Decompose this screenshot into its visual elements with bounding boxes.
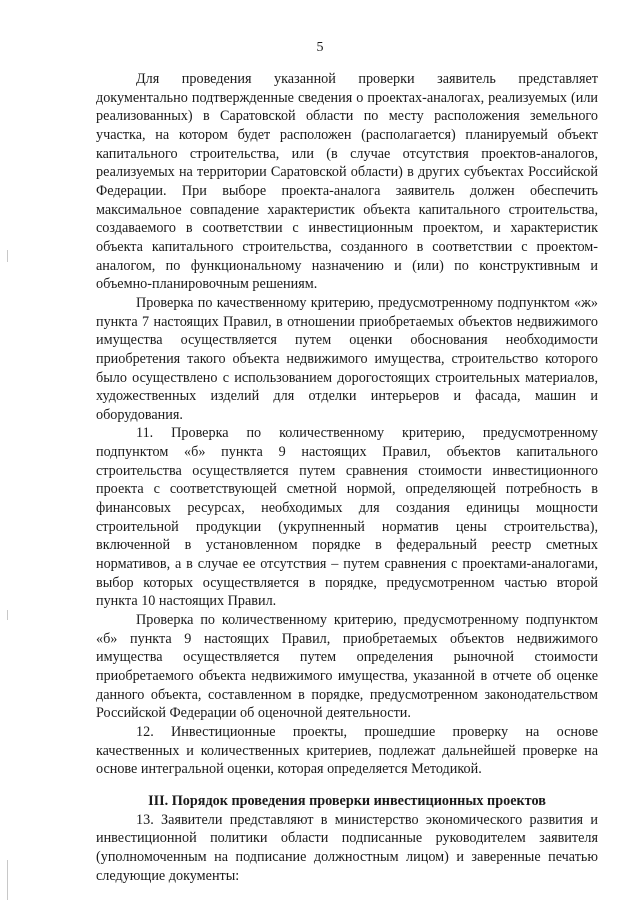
paragraph-item-13: 13. Заявители представляют в министерство экономического развития и инвестиционной политики области подписанные руководителем заявителя (уполномоченным на подписание должностным лицом) и заверенные печатью следующие документы:	[96, 811, 598, 884]
page-number: 5	[316, 40, 324, 55]
scan-edge-mark	[7, 250, 8, 262]
paragraph-qualitative-check: Проверка по качественному критерию, предусмотренному подпунктом «ж» пункта 7 настоящих Правил, в отношении приобретаемых объектов недвижимого имущества осуществляется путем оценки обоснования необходимости приобретения такого объекта недвижимого имущества, строительство которого было осуществлено с использованием дорогостоящих строительных материалов, художественных изделий для отделки интерьеров и фасада, машин и оборудования.	[96, 294, 598, 423]
section-heading: III. Порядок проведения проверки инвестиционных проектов	[148, 792, 546, 809]
paragraph-quantitative-check: Проверка по количественному критерию, предусмотренному подпунктом «б» пункта 9 настоящих Правил, приобретаемых объектов недвижимого имущества осуществляется путем определения рыночной стоимости приобретаемого объекта недвижимого имущества, указанной в отчете об оценке данного объекта, составленном в порядке, предусмотренном законодательством Российской Федерации об оценочной деятельности.	[96, 612, 598, 722]
paragraph-item-11: 11. Проверка по количественному критерию, предусмотренному подпунктом «б» пункта 9 настоящих Правил, объектов капитального строительства осуществляется путем сравнения стоимости инвестиционного проекта с соответствующей сметной нормой, определяющей потребность в финансовых ресурсах, необходимых для создания единицы мощности строительной продукции (укрупненный норматив цены строительства), включенной в установленном порядке в федеральный реестр сметных нормативов, а в случае ее отсутствия – путем сравнения с проектами-аналогами, выбор которых осуществляется в порядке, предусмотренном частью второй пункта 10 настоящих Правил.	[96, 425, 598, 610]
scan-edge-mark	[7, 610, 8, 620]
document-body	[96, 70, 598, 885]
paragraph-item-12: 12. Инвестиционные проекты, прошедшие проверку на основе качественных и количественных критериев, подлежат дальнейшей проверке на основе интегральной оценки, которая определяется Методикой.	[96, 723, 598, 778]
paragraph-analog-projects: Для проведения указанной проверки заявитель представляет документально подтвержденные сведения о проектах-аналогах, реализуемых (или реализованных) в Саратовской области по месту расположения земельного участка, на котором будет расположен (располагается) планируемый объект капитального строительства, или (в случае отсутствия проектов-аналогов, реализуемых на территории Саратовской области) в других субъектах Российской Федерации. При выборе проекта-аналога заявитель должен обеспечить максимальное совпадение характеристик объекта капитального строительства, создаваемого в соответствии с инвестиционным проектом, и характеристик объекта капитального строительства, созданного в соответствии с проектом-аналогом, по функциональному назначению и (или) по конструктивным и объемно-планировочным решениям.	[96, 71, 598, 293]
scan-edge-mark	[7, 860, 8, 900]
